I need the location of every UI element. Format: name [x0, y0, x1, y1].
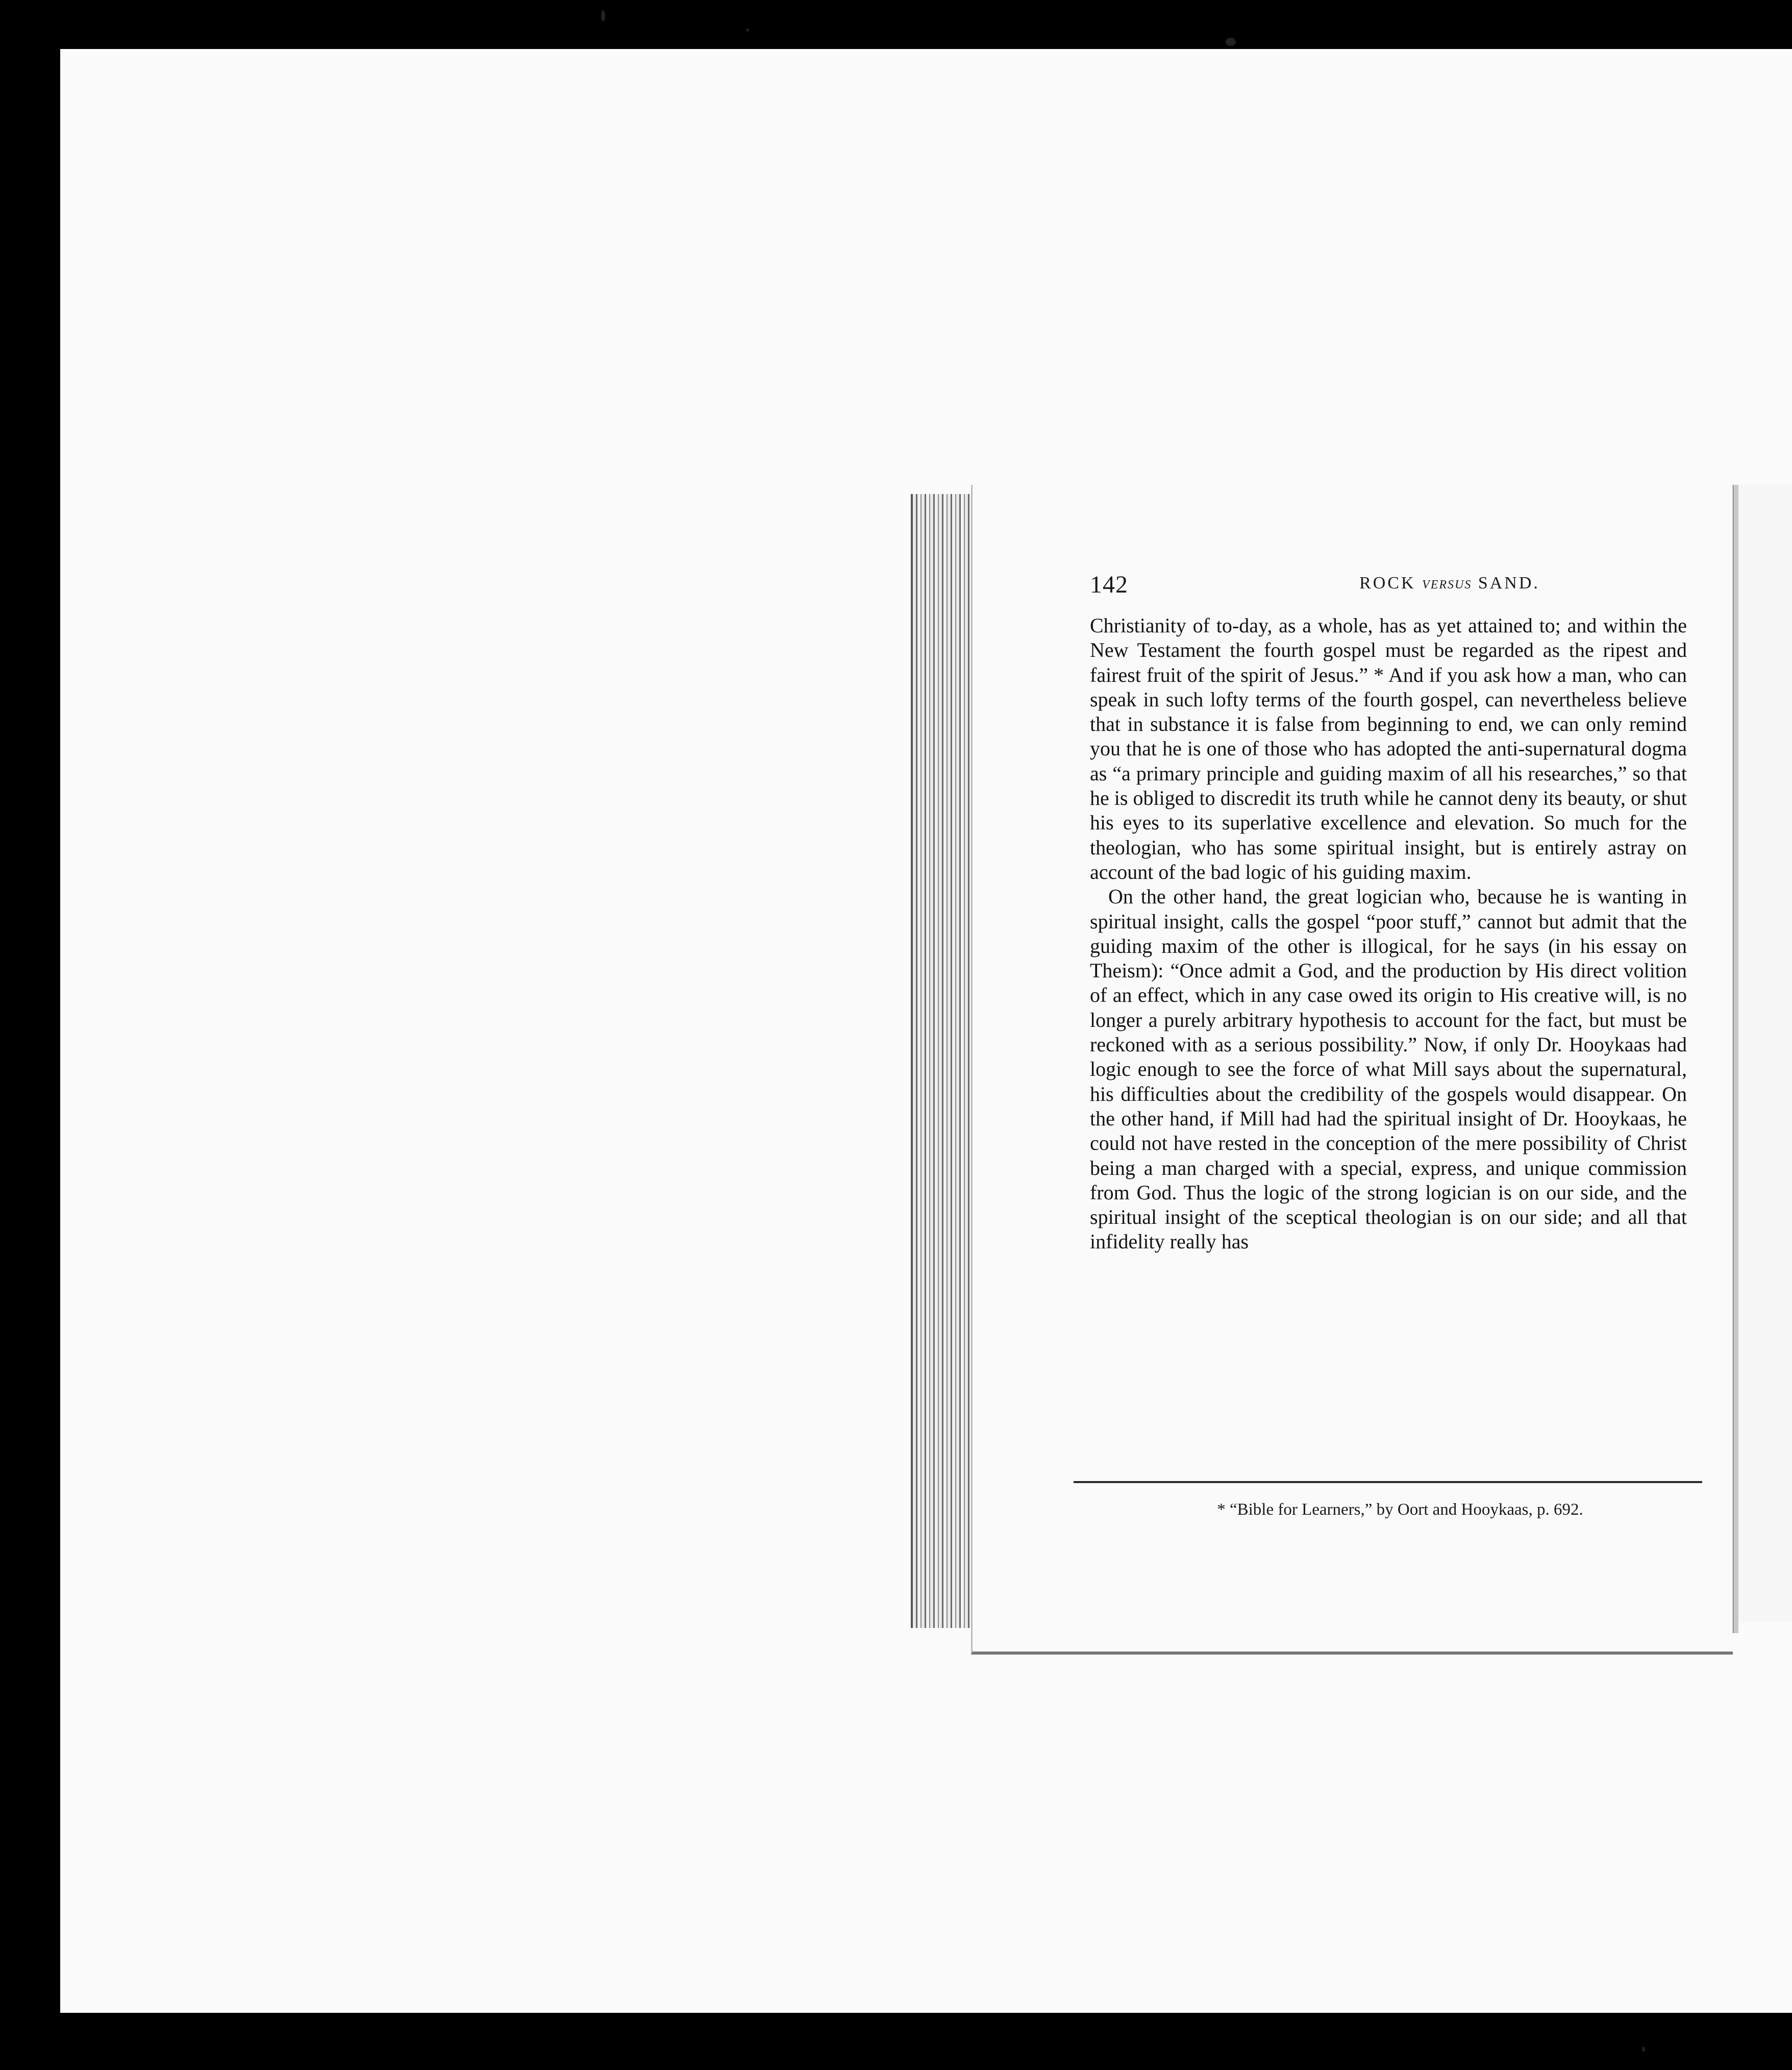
- dust-speck: [1642, 2047, 1645, 2052]
- facing-page: [1738, 485, 1792, 1623]
- page-number: 142: [1090, 571, 1128, 598]
- running-head-title: [1212, 574, 1687, 593]
- footnote-rule: [1074, 1481, 1702, 1483]
- running-head: [1090, 571, 1687, 601]
- running-head-end: SAND.: [1472, 574, 1540, 593]
- paragraph: On the other hand, the great logician who, because he is wanting in spiritual insight, calls the gospel “poor stuff,” cannot but admit that the guiding maxim of the other is illogical, for he says (in his essay on Theism): “Once admit a God, and the production by His direct volition of an effect, which in any case owed its origin to His creative will, is no longer a purely arbitrary hypothesis to account for the fact, but must be reckoned with as a serious possibility.” Now, if only Dr. Hooykaas had logic enough to see the force of what Mill says about the supernatural, his difficulties about the credibility of the gospels would disappear. On the other hand, if Mill had had the spiritual insight of Dr. Hooykaas, he could not have rested in the conception of the mere possibility of Christ being a man charged with a special, express, and unique commission from God. Thus the logic of the strong logician is on our side, and the spiritual insight of the sceptical theologian is on our side; and all that infidelity really has: [1090, 885, 1687, 1253]
- book-page-edges: [911, 494, 974, 1628]
- book-photo: [911, 485, 1792, 1648]
- footnote: * “Bible for Learners,” by Oort and Hooykaas, p. 692.: [1217, 1500, 1583, 1519]
- running-head-italic: versus: [1422, 574, 1472, 593]
- dust-speck: [1226, 38, 1236, 46]
- book-page: [971, 485, 1733, 1655]
- dust-speck: [746, 29, 749, 32]
- paragraph: Christianity of to-day, as a whole, has as yet attained to; and within the New Testament the fourth gospel must be regarded as the ripest and fairest fruit of the spirit of Jesus.” * And if you ask how a man, who can speak in such lofty terms of the fourth gospel, can nevertheless believe that in substance it is false from beginning to end, we can only remind you that he is one of those who has adopted the anti-supernatural dogma as “a primary principle and guiding maxim of all his researches,” so that he is obliged to discredit its truth while he cannot deny its beauty, or shut his eyes to its superlative excellence and elevation. So much for the theologian, who has some spiritual insight, but is entirely astray on account of the bad logic of his guiding maxim.: [1090, 614, 1687, 883]
- dust-speck: [601, 10, 605, 21]
- running-head-roman: ROCK: [1359, 574, 1423, 593]
- body-text: [1090, 613, 1687, 1254]
